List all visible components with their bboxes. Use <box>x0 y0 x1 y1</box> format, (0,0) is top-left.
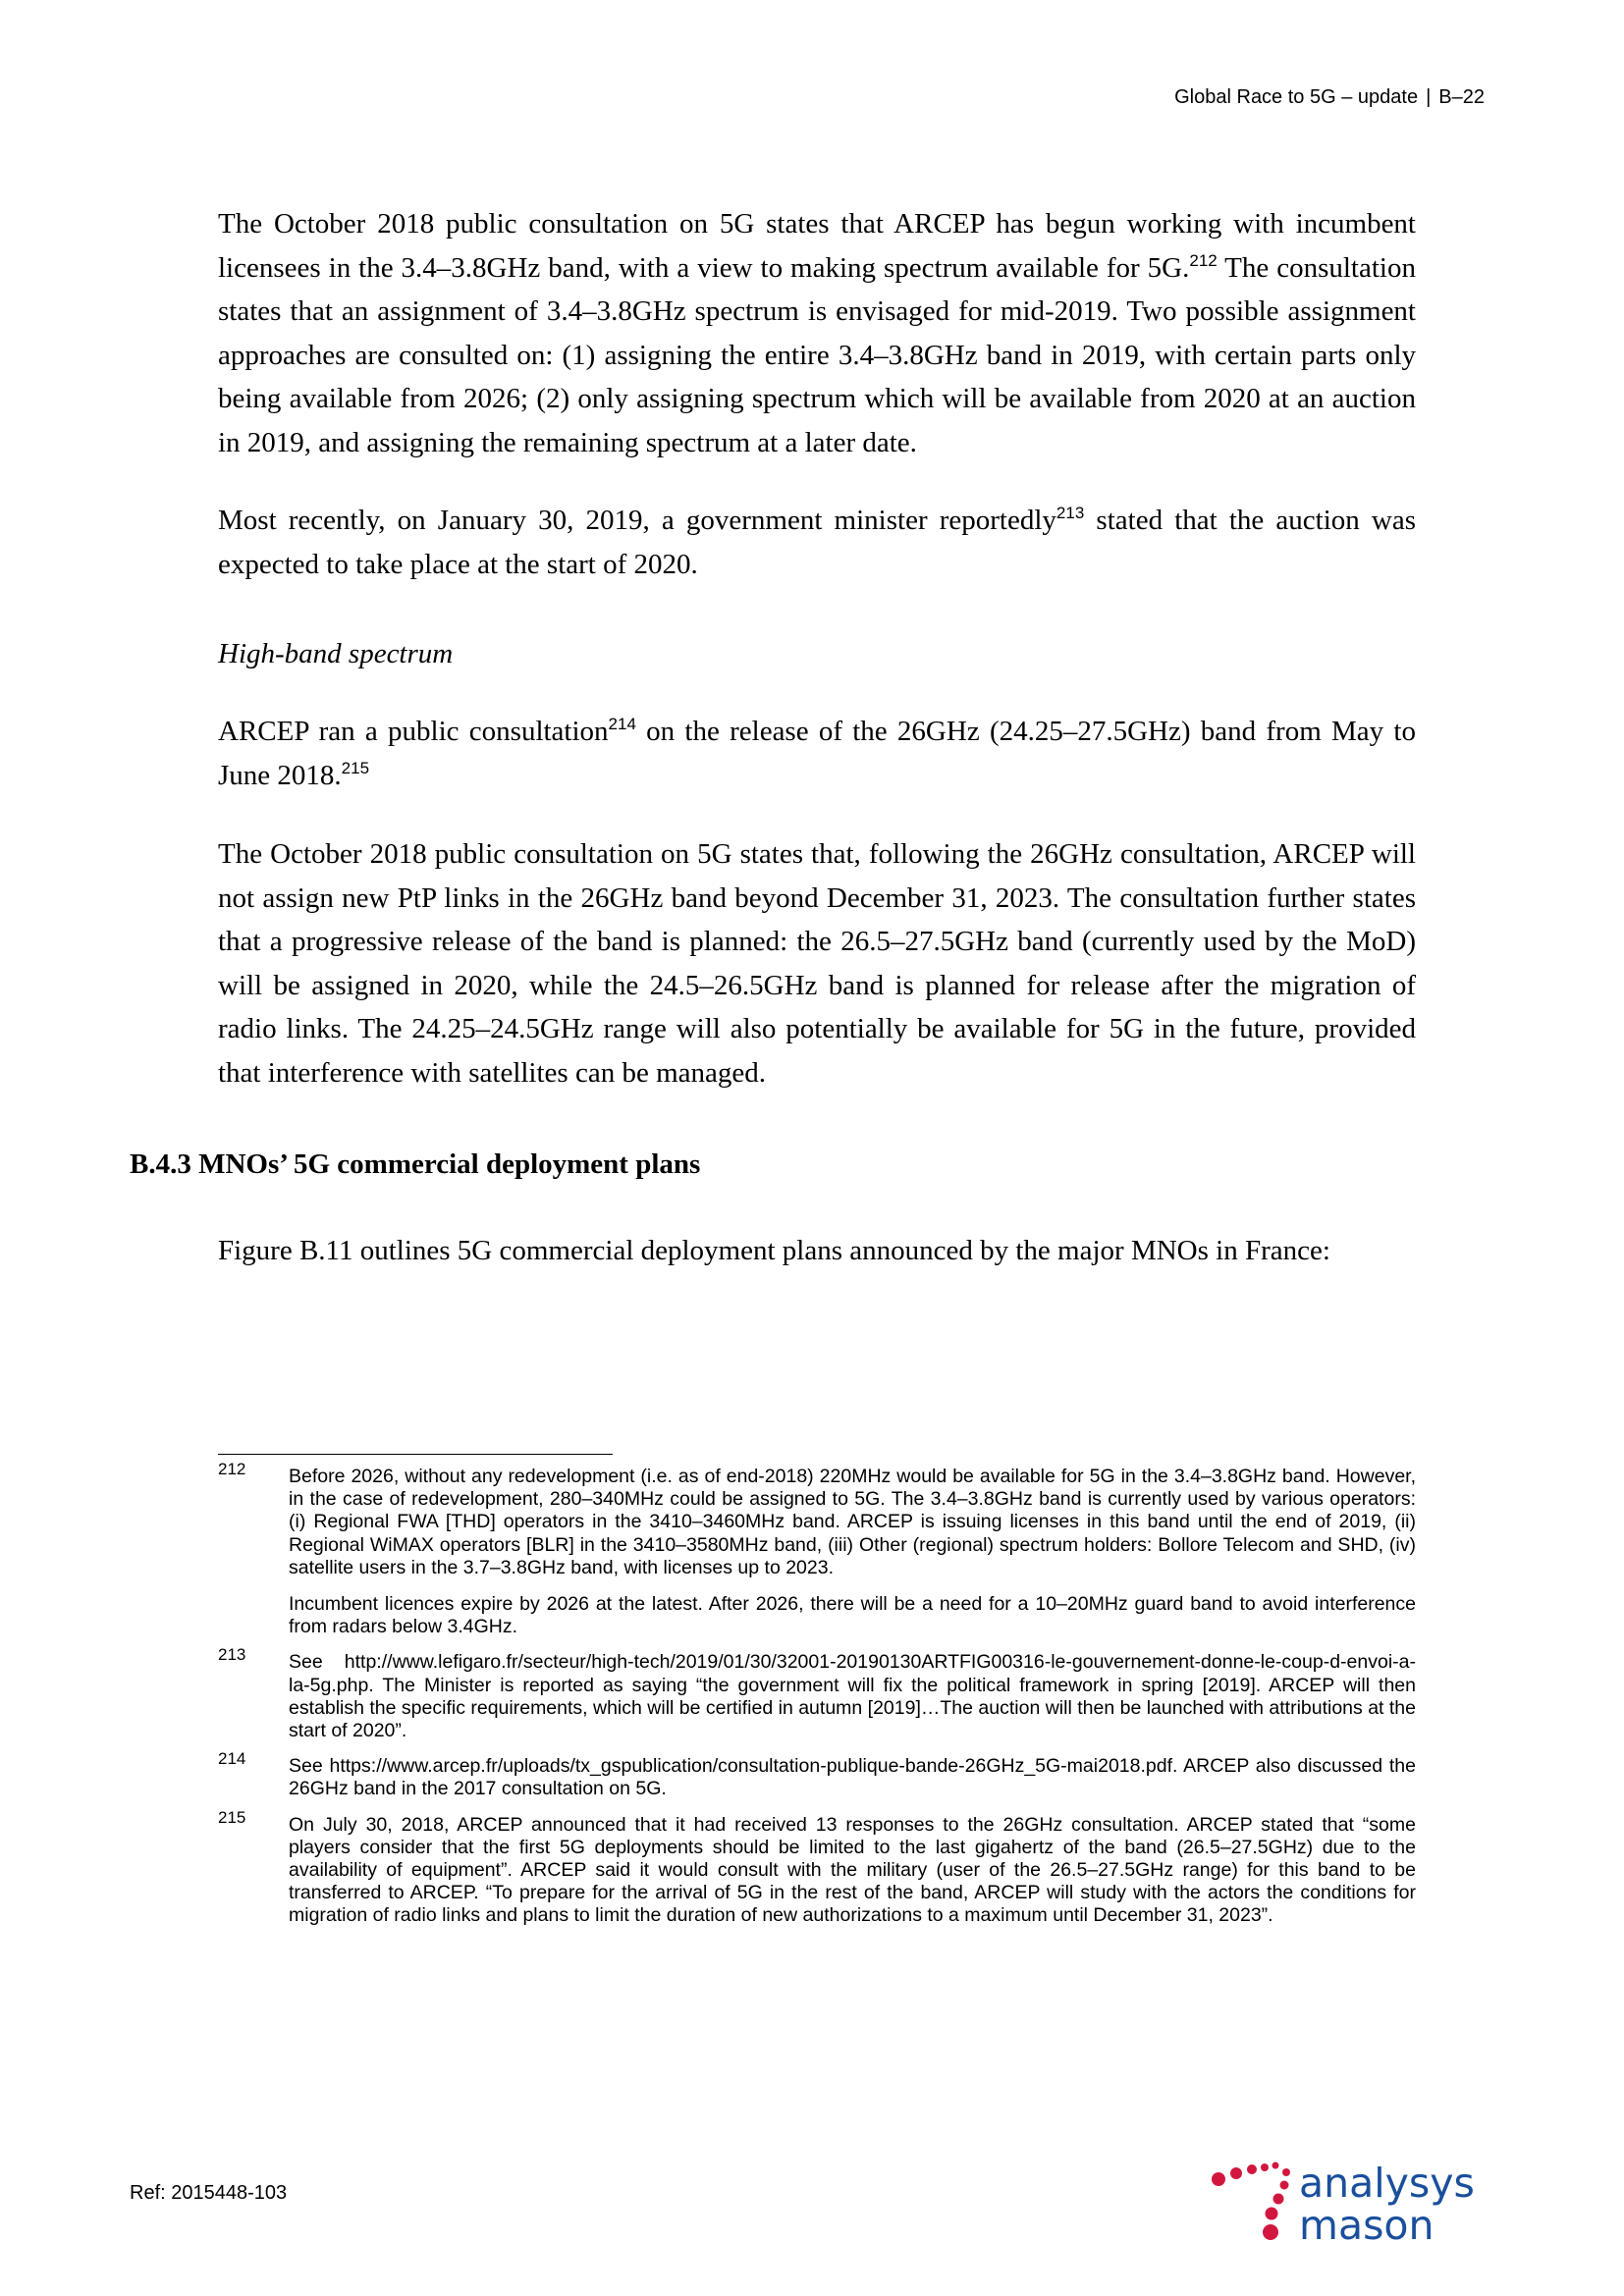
section-heading: B.4.3 MNOs’ 5G commercial deployment plans <box>130 1148 701 1180</box>
footnote-text: On July 30, 2018, ARCEP announced that it had received 13 responses to the 26GHz consultation. ARCEP stated that “some players consider that the first 5G deployments should be limited to the last gigahertz of the band (26.5–27.5GHz) due to the availability of equipment”. ARCEP said it would consult with the military (user of the 26.5–27.5GHz range) for this band to be transferred to ARCEP. “To prepare for the arrival of 5G in the rest of the band, ARCEP will study with the actors the conditions for migration of radio links and plans to limit the duration of new authorizations to a maximum until December 31, 2023”. <box>289 1813 1416 1927</box>
footnote-text: Before 2026, without any redevelopment (i.e. as of end-2018) 220MHz would be available for 5G in the 3.4–3.8GHz band. However, in the case of redevelopment, 280–340MHz could be assigned to 5G. The 3.4–3.8GHz band is currently used by various operators: (i) Regional FWA [THD] operators in the 3410–3460MHz band. ARCEP is issuing licenses in this band until the end of 2019, (ii) Regional WiMAX operators [BLR] in the 3410–3580MHz band, (iii) Other (regional) spectrum holders: Bollore Telecom and SHD, (iv) satellite users in the 3.7–3.8GHz band, with licenses up to 2023. <box>289 1466 1416 1578</box>
paragraph-1-text: The October 2018 public consultation on 5G states that ARCEP has begun working with incumbent licensees in the 3.4–3.8GHz band, with a view to making spectrum available for 5G. <box>218 208 1416 284</box>
logo-dots-icon <box>1212 2163 1290 2241</box>
paragraph-2-text: Most recently, on January 30, 2019, a government minister reportedly <box>218 505 1056 536</box>
paragraph-1 <box>218 202 1416 464</box>
footnote-number: 215 <box>218 1807 246 1827</box>
paragraph-2-text-cont: stated that the auction was expected to take place at the start of 2020. <box>218 505 1417 580</box>
footnote-214 <box>218 1749 1416 1800</box>
paragraph-1-text-cont: The consultation states that an assignment of 3.4–3.8GHz spectrum is envisaged for mid-2019. Two possible assignment approaches are consulted on: (1) assigning the entire 3.4–3.8GHz band in 2019, with certain parts only being available from 2026; (2) only assigning spectrum which will be available from 2020 at an auction in 2019, and assigning the remaining spectrum at a later date. <box>218 251 1416 458</box>
footnote-number: 213 <box>218 1645 246 1665</box>
subheading-high-band: High-band spectrum <box>218 638 454 669</box>
header-title: Global Race to 5G – update <box>1174 86 1419 108</box>
footnote-ref-213: 213 <box>1056 504 1085 522</box>
footnote-text-cont: Incumbent licences expire by 2026 at the latest. After 2026, there will be a need for a 10–20MHz guard band to avoid interference from radars below 3.4GHz. <box>289 1593 1416 1638</box>
logo-word-analysys: analysys <box>1299 2160 1475 2207</box>
paragraph-4-text: ARCEP ran a public consultation <box>218 716 609 747</box>
analysys-mason-logo <box>1208 2140 1522 2258</box>
footnote-212 <box>218 1460 1416 1638</box>
footnote-213 <box>218 1645 1416 1742</box>
footnote-ref-215: 215 <box>341 758 370 777</box>
page-header <box>1174 86 1485 109</box>
footnotes <box>218 1460 1416 1941</box>
paragraph-2 <box>218 499 1416 586</box>
paragraph-5: The October 2018 public consultation on 5G states that, following the 26GHz consultation, ARCEP will not assign new PtP links in the 26GHz band beyond December 31, 2023. The consultation further states that a progressive release of the band is planned: the 26.5–27.5GHz band (currently used by the MoD) will be assigned in 2020, while the 24.5–26.5GHz band is planned for release after the migration of radio links. The 24.25–24.5GHz range will also potentially be available for 5G in the future, provided that interference with satellites can be managed. <box>218 838 1416 1089</box>
paragraph-4-text-cont: on the release of the 26GHz (24.25–27.5GHz) band from May to June 2018. <box>218 716 1416 791</box>
footnote-number: 212 <box>218 1460 246 1478</box>
footnote-number: 214 <box>218 1749 246 1769</box>
document-reference: Ref: 2015448-103 <box>130 2182 288 2204</box>
footnote-ref-212: 212 <box>1189 250 1218 270</box>
paragraph-4 <box>218 710 1416 797</box>
page-number: B–22 <box>1438 86 1485 108</box>
logo-word-mason: mason <box>1299 2202 1435 2249</box>
footnote-text: See http://www.lefigaro.fr/secteur/high-tech/2019/01/30/32001-20190130ARTFIG00316-le-gouvernement-donne-le-coup-d-envoi-a-la-5g.php. The Minister is reported as saying “the government will fix the political framework in spring [2019]. ARCEP will then establish the specific requirements, which will be certified in autumn [2019]…The auction will then be launched with attributions at the start of 2020”. <box>289 1651 1416 1742</box>
header-separator: | <box>1426 86 1432 108</box>
paragraph-7: Figure B.11 outlines 5G commercial deployment plans announced by the major MNOs in France: <box>218 1235 1330 1266</box>
footnote-ref-214: 214 <box>608 715 636 733</box>
footnote-215 <box>218 1807 1416 1928</box>
footnote-text: See https://www.arcep.fr/uploads/tx_gspublication/consultation-publique-bande-26GHz_5G-mai2018.pdf. ARCEP also discussed the 26GHz band in the 2017 consultation on 5G. <box>289 1755 1416 1800</box>
footnote-divider <box>218 1454 613 1455</box>
